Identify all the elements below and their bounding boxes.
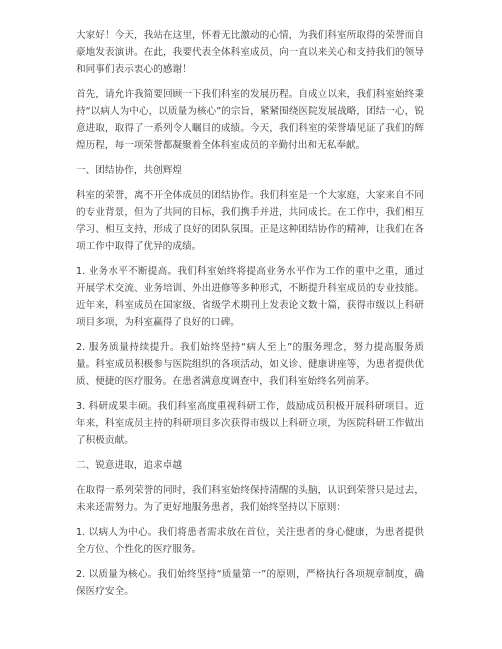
section-heading-2: 二、锐意进取，追求卓越 xyxy=(76,460,183,471)
section-heading-1: 一、团结协作，共创辉煌 xyxy=(76,165,183,176)
history-paragraph: 首先，请允许我简要回顾一下我们科室的发展历程。自成立以来，我们科室始终秉持“以病人为中心，以质量为核心”的宗旨，紧紧围绕医院发展战略，团结一心，锐意进取，取得了一系列令人瞩目的成绩。今天，我们科室的荣誉墙见证了我们的辉煌历程，每一项荣誉都凝聚着全体科室成员的辛勤付出和无私奉献。 xyxy=(76,89,424,151)
principle-item-1: 1. 以病人为中心。我们将患者需求放在首位，关注患者的身心健康，为患者提供全方位、个性化的医疗服务。 xyxy=(76,527,424,555)
principles-paragraph: 在取得一系列荣誉的同时，我们科室始终保持清醒的头脑，认识到荣誉只是过去，未来还需努力。为了更好地服务患者，我们始终坚持以下原则： xyxy=(76,485,424,513)
intro-paragraph: 大家好！今天，我站在这里，怀着无比激动的心情，为我们科室所取得的荣誉而自豪地发表演讲。在此，我要代表全体科室成员，向一直以来关心和支持我们的领导和同事们表示衷心的感谢！ xyxy=(76,30,424,75)
teamwork-paragraph: 科室的荣誉，离不开全体成员的团结协作。我们科室是一个大家庭，大家来自不同的专业背景，但为了共同的目标，我们携手并进，共同成长。在工作中，我们相互学习、相互支持，形成了良好的团队氛围。正是这种团结协作的精神，让我们在各项工作中取得了优异的成绩。 xyxy=(76,190,424,252)
list-item-3: 3. 科研成果丰硕。我们科室高度重视科研工作，鼓励成员积极开展科研项目。近年来，科室成员主持的科研项目多次获得市级以上科研立项，为医院科研工作做出了积极贡献。 xyxy=(76,401,424,446)
list-item-1: 1. 业务水平不断提高。我们科室始终将提高业务水平作为工作的重中之重，通过开展学术交流、业务培训、外出进修等多种形式，不断提升科室成员的专业技能。近年来，科室成员在国家级、省级学术期刊上发表论文数十篇，获得市级以上科研项目多项，为科室赢得了良好的口碑。 xyxy=(76,266,424,328)
principle-item-2: 2. 以质量为核心。我们始终坚持“质量第一”的原则，严格执行各项规章制度，确保医疗安全。 xyxy=(76,569,424,597)
list-item-2: 2. 服务质量持续提升。我们始终坚持“病人至上”的服务理念，努力提高服务质量。科室成员积极参与医院组织的各项活动，如义诊、健康讲座等，为患者提供优质、便捷的医疗服务。在患者满意度调查中，我们科室始终名列前茅。 xyxy=(76,342,424,387)
